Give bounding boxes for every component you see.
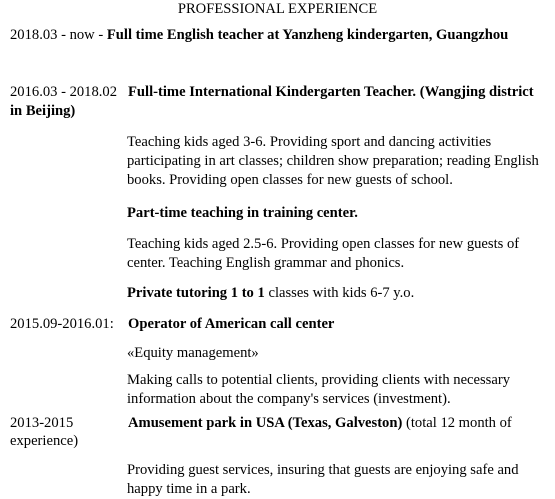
- entry-2-title: Full-time International Kindergarten Teacher. (Wangjing district: [128, 84, 534, 100]
- entry-4-title: Amusement park in USA (Texas, Galveston): [128, 415, 403, 431]
- entry-2-header: [10, 83, 117, 102]
- entry-4-desc-line: Providing guest services, insuring that guests are enjoying safe and: [127, 462, 519, 478]
- entry-3-description: [127, 371, 552, 409]
- entry-1: [10, 26, 508, 45]
- entry-1-period: 2018.03 - now -: [10, 27, 107, 43]
- entry-2-title-cont: in Beijing): [10, 103, 76, 119]
- entry-2-sub1-line: center. Teaching English grammar and phonics.: [127, 255, 405, 271]
- entry-2-sub2: [127, 284, 414, 303]
- entry-4-title-rest: (total 12 month of: [402, 415, 512, 431]
- entry-2-desc-line: participating in art classes; children show preparation; reading English: [127, 153, 539, 169]
- entry-3-note: «Equity management»: [127, 345, 259, 361]
- entry-2-sub1-line: Teaching kids aged 2.5-6. Providing open classes for new guests of: [127, 236, 520, 252]
- entry-3-title: Operator of American call center: [128, 316, 335, 332]
- entry-2-desc-line: books. Providing open classes for new guests of school.: [127, 172, 453, 188]
- entry-3-desc-line: Making calls to potential clients, providing clients with necessary: [127, 372, 511, 388]
- entry-4-title-line: [128, 414, 512, 433]
- entry-2-sub1-title: Part-time teaching in training center.: [127, 205, 358, 221]
- section-heading: PROFESSIONAL EXPERIENCE: [177, 1, 378, 17]
- entry-4-period-cont: experience): [10, 433, 79, 449]
- entry-3-period: 2015.09-2016.01:: [10, 316, 114, 332]
- entry-2-description: [127, 133, 552, 190]
- entry-2-sub1-description: [127, 235, 552, 273]
- entry-1-title: Full time English teacher at Yanzheng kindergarten, Guangzhou: [106, 27, 509, 43]
- entry-4-description: [127, 461, 552, 499]
- entry-4-period: 2013-2015: [10, 415, 74, 431]
- entry-2-sub2-bold: Private tutoring 1 to 1: [127, 285, 265, 301]
- entry-3-desc-line: information about the company's services (investment).: [127, 391, 451, 407]
- entry-2-desc-line: Teaching kids aged 3-6. Providing sport and dancing activities: [127, 134, 492, 150]
- entry-2-period: 2016.03 - 2018.02: [10, 84, 118, 100]
- entry-2-sub2-rest: classes with kids 6-7 y.o.: [264, 285, 415, 301]
- entry-4-desc-line: happy time in a park.: [127, 481, 251, 497]
